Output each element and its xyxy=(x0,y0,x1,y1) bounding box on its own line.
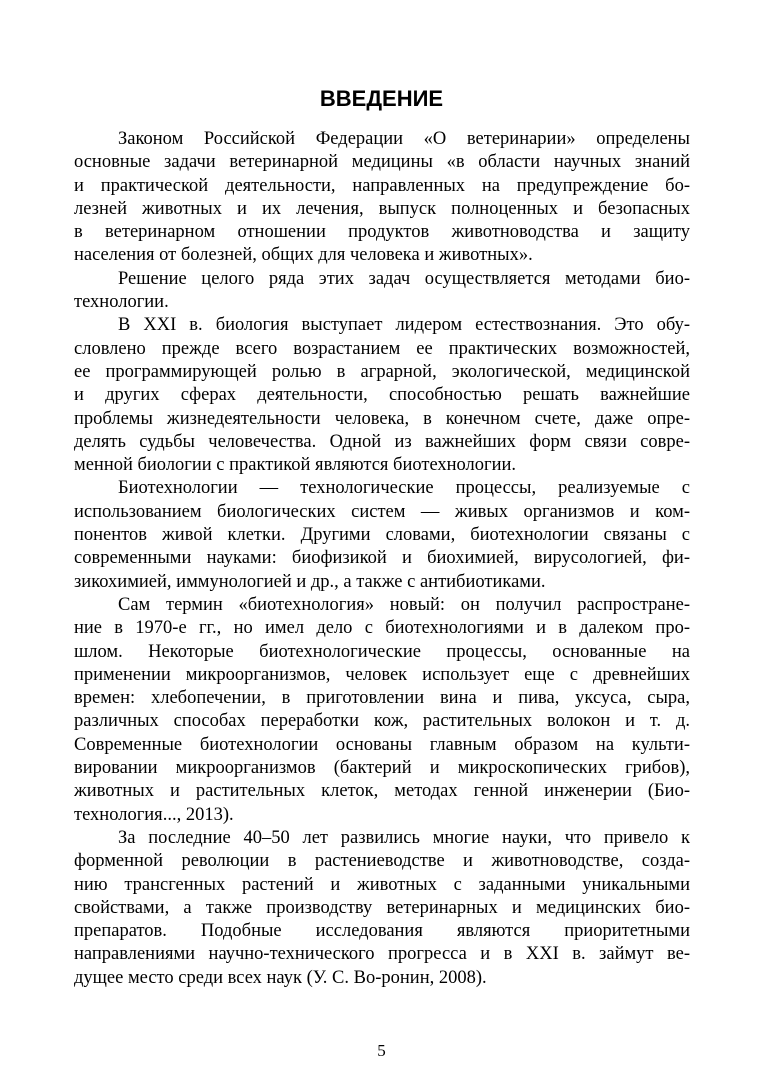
paragraph-6 xyxy=(74,827,690,990)
page-title: ВВЕДЕНИЕ xyxy=(319,86,444,111)
text-line: технологии. xyxy=(74,292,169,313)
text-line: За последние 40–50 лет развились многие науки, что привело к xyxy=(118,827,690,848)
text-line: лезней животных и их лечения, выпуск полноценных и безопасных xyxy=(74,198,690,219)
text-line: современными науками: биофизикой и биохимией, вирусологией, фи- xyxy=(74,548,690,569)
text-line: животных и растительных клеток, методах генной инженерии (Био- xyxy=(74,781,690,802)
text-line: ние в 1970-е гг., но имел дело с биотехнологиями и в далеком про- xyxy=(74,618,690,639)
text-line: основные задачи ветеринарной медицины «в области научных знаний xyxy=(74,152,690,173)
text-line: и практической деятельности, направленных на предупреждение бо- xyxy=(74,175,690,196)
text-line: нию трансгенных растений и животных с заданными уникальными xyxy=(74,874,690,895)
text-line: делять судьбы человечества. Одной из важнейших форм связи совре- xyxy=(74,431,690,452)
page-number: 5 xyxy=(377,1041,386,1060)
text-line: проблемы жизнедеятельности человека, в конечном счете, даже опре- xyxy=(74,408,690,429)
text-line: ее программирующей ролью в аграрной, экологической, медицинской xyxy=(74,361,690,382)
text-line: понентов живой клетки. Другими словами, биотехнологии связаны с xyxy=(74,525,690,546)
text-line: Решение целого ряда этих задач осуществляется методами био- xyxy=(118,268,690,289)
text-line: Законом Российской Федерации «О ветеринарии» определены xyxy=(118,129,690,149)
text-line: Сам термин «биотехнология» новый: он получил распростране- xyxy=(118,594,690,615)
text-line: времен: хлебопечении, в приготовлении вина и пива, уксуса, сыра, xyxy=(74,688,690,709)
paragraph-3 xyxy=(74,314,690,477)
text-line: Современные биотехнологии основаны главным образом на культи- xyxy=(74,734,690,755)
text-line: различных способах переработки кож, растительных волокон и т. д. xyxy=(74,711,690,732)
text-line: технология..., 2013). xyxy=(74,804,234,825)
text-line: словлено прежде всего возрастанием ее практических возможностей, xyxy=(74,338,690,359)
paragraph-5 xyxy=(74,594,690,827)
text-line: в ветеринарном отношении продуктов животноводства и защиту xyxy=(74,222,690,243)
text-line: зикохимией, иммунологией и др., а также с антибиотиками. xyxy=(74,571,546,592)
paragraph-2 xyxy=(74,268,690,315)
text-line: В XXI в. биология выступает лидером естествознания. Это обу- xyxy=(118,315,690,336)
text-line: использованием биологических систем — живых организмов и ком- xyxy=(74,501,690,522)
paragraph-1 xyxy=(74,128,690,268)
text-line: направлениями научно-технического прогресса и в XXI в. займут ве- xyxy=(74,944,690,965)
text-line: менной биологии с практикой являются биотехнологии. xyxy=(74,455,517,476)
text-line: и других сферах деятельности, способностью решать важнейшие xyxy=(74,385,690,406)
document-body xyxy=(74,128,690,990)
text-line: форменной революции в растениеводстве и животноводстве, созда- xyxy=(74,851,690,872)
text-line: шлом. Некоторые биотехнологические процессы, основанные на xyxy=(74,641,690,662)
text-line: населения от болезней, общих для человека и животных». xyxy=(74,245,533,266)
text-line: вировании микроорганизмов (бактерий и микроскопических грибов), xyxy=(74,758,690,779)
text-line: препаратов. Подобные исследования являются приоритетными xyxy=(74,921,690,942)
text-line: дущее место среди всех наук (У. С. Во-ронин, 2008). xyxy=(74,967,487,988)
paragraph-4 xyxy=(74,477,690,593)
text-line: Биотехнологии — технологические процессы, реализуемые с xyxy=(118,478,690,499)
text-line: свойствами, а также производству ветеринарных и медицинских био- xyxy=(74,897,690,918)
text-line: применении микроорганизмов, человек использует еще с древнейших xyxy=(74,664,690,685)
